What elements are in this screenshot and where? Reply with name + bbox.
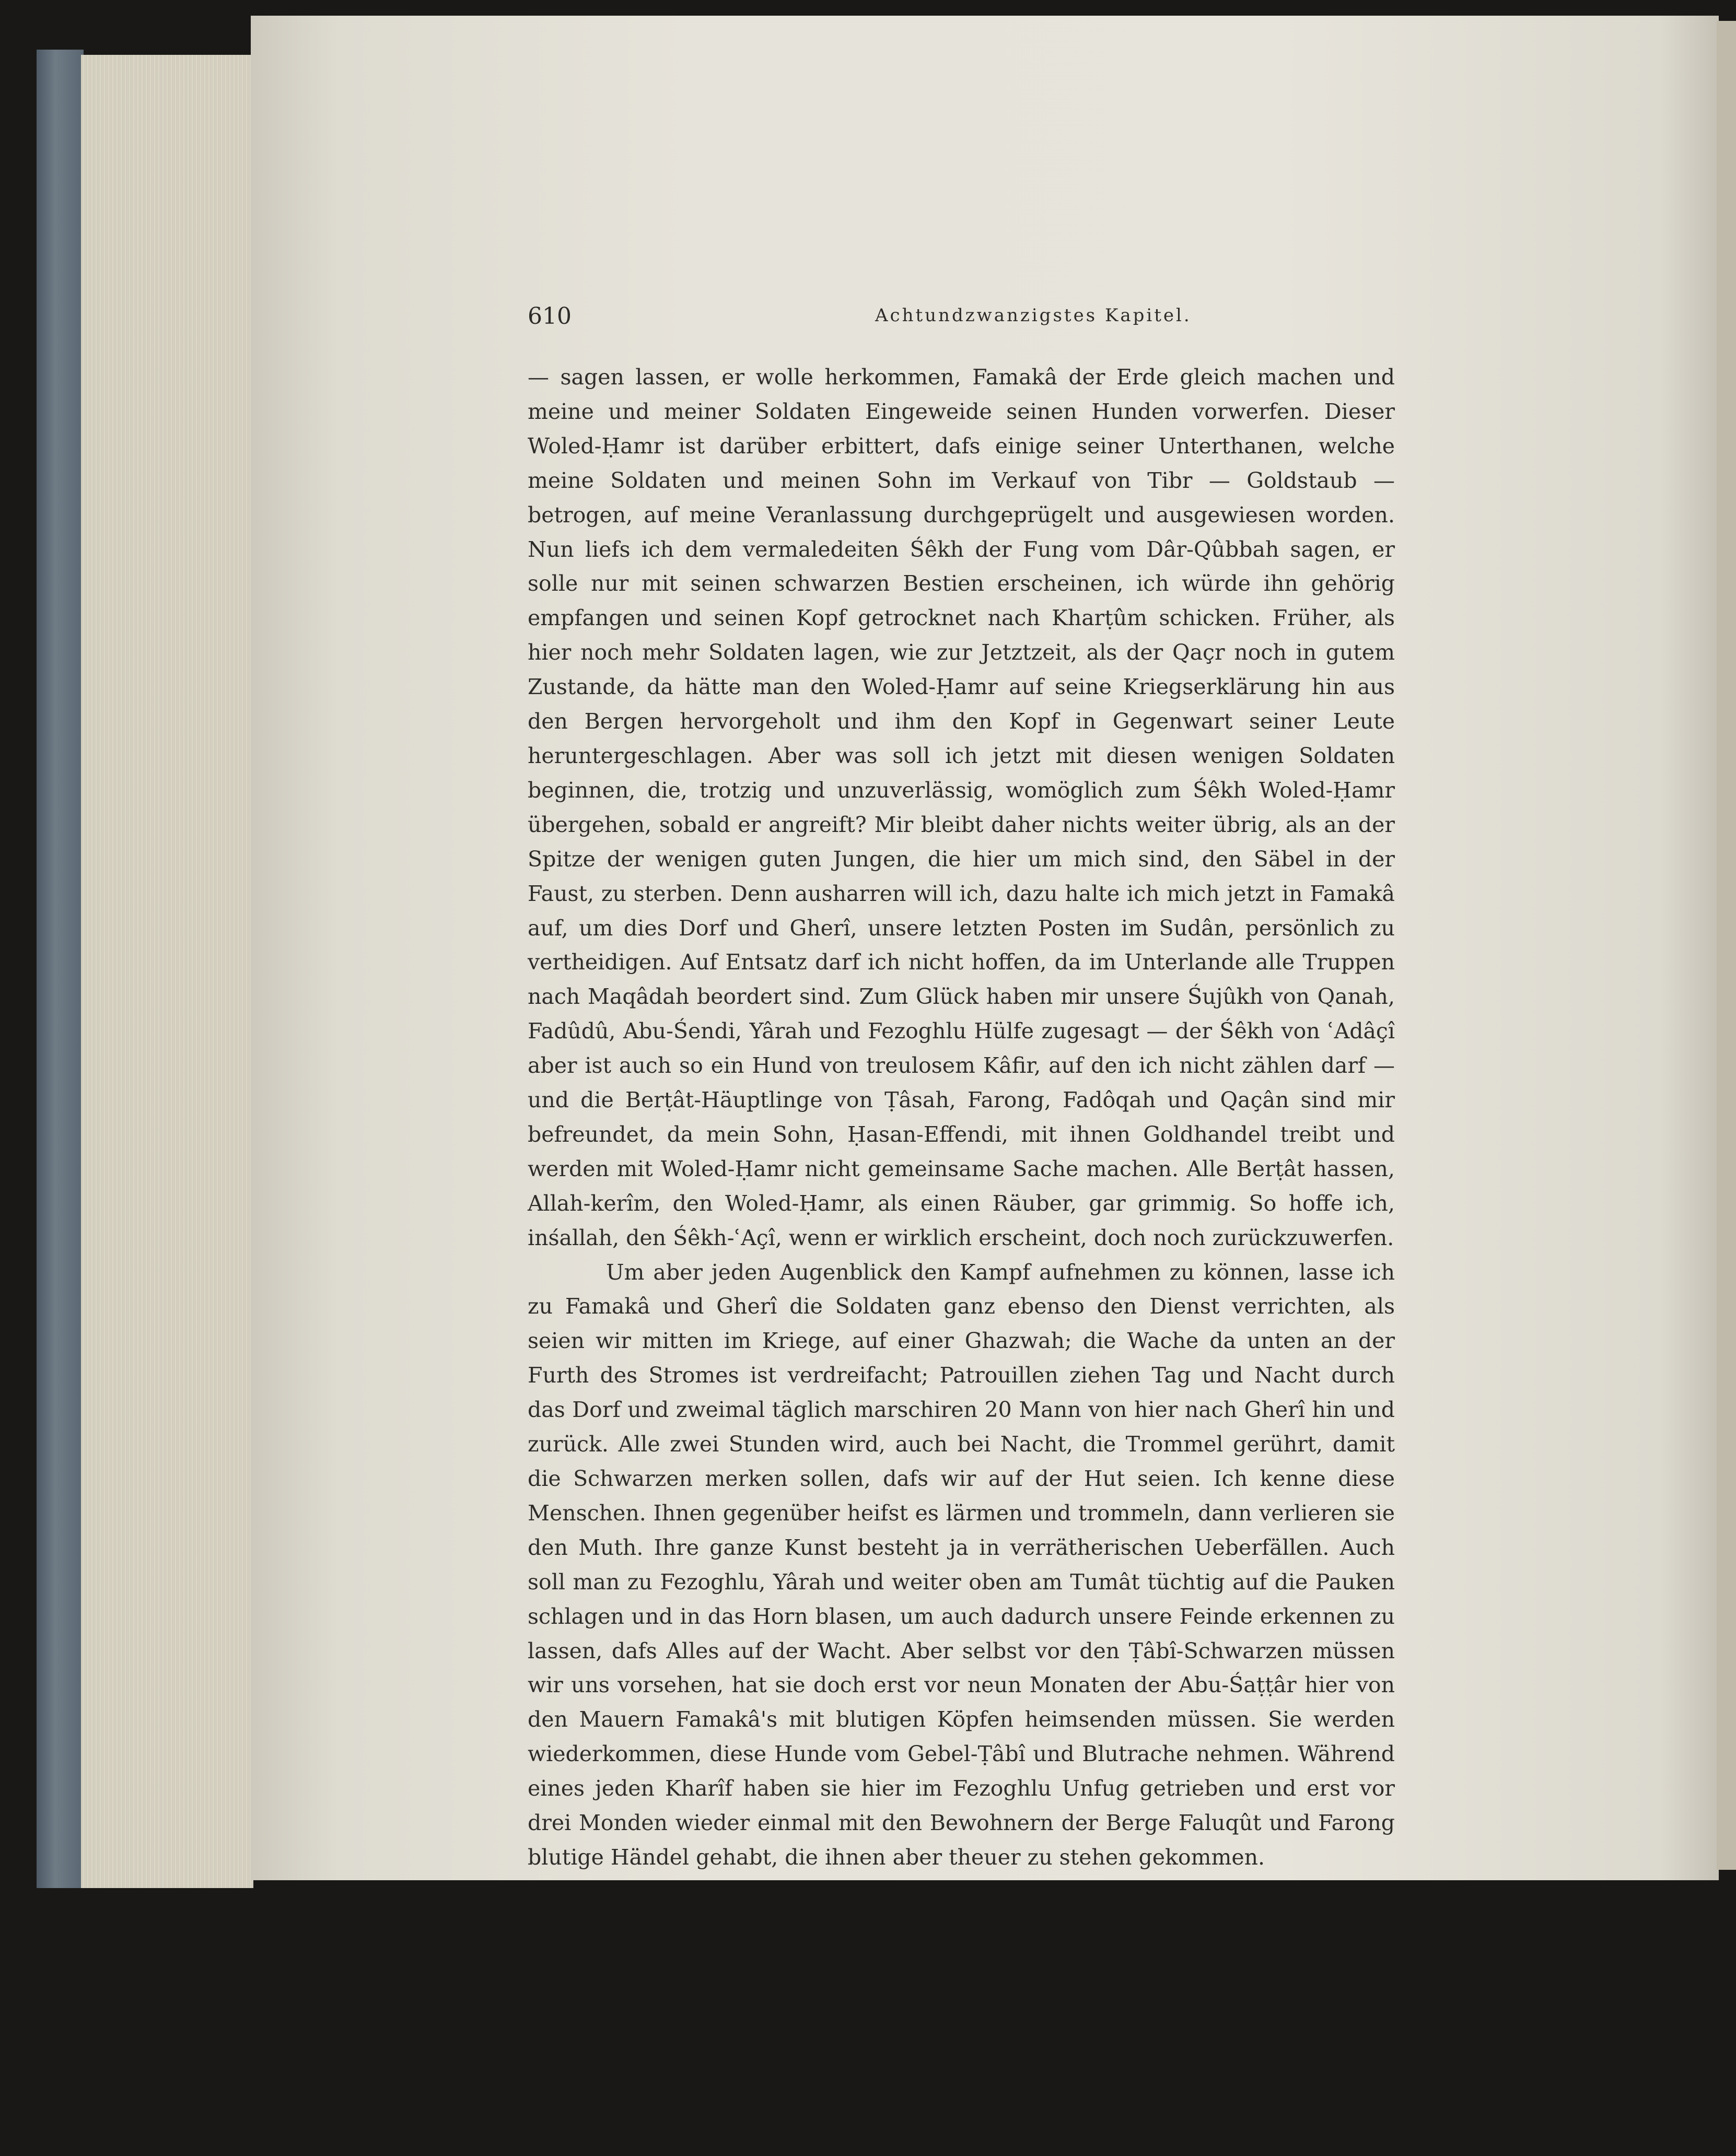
body-text (528, 360, 1395, 1875)
paragraph-1: — sagen lassen, er wolle herkommen, Famakâ der Erde gleich machen und meine und meiner Soldaten Eingeweide seinen Hunden vorwerfen. Dieser Woled-Ḥamr ist darüber erbittert, dafs einige seiner Unterthanen, welche meine Soldaten und meinen Sohn im Verkauf von Tibr — Goldstaub — betrogen, auf meine Veranlassung durchgeprügelt und ausgewiesen worden. Nun liefs ich dem vermaledeiten Śêkh der Fung vom Dâr-Qûbbah sagen, er solle nur mit seinen schwarzen Bestien erscheinen, ich würde ihn gehörig empfangen und seinen Kopf getrocknet nach Kharṭûm schicken. Früher, als hier noch mehr Soldaten lagen, wie zur Jetztzeit, als der Qaçr noch in gutem Zustande, da hätte man den Woled-Ḥamr auf seine Kriegserklärung hin aus den Bergen hervorgeholt und ihm den Kopf in Gegenwart seiner Leute heruntergeschlagen. Aber was soll ich jetzt mit diesen wenigen Soldaten beginnen, die, trotzig und unzuverlässig, womöglich zum Śêkh Woled-Ḥamr übergehen, sobald er angreift? Mir bleibt daher nichts weiter übrig, als an der Spitze der wenigen guten Jungen, die hier um mich sind, den Säbel in der Faust, zu sterben. Denn ausharren will ich, dazu halte ich mich jetzt in Famakâ auf, um dies Dorf und Gherî, unsere letzten Posten im Sudân, persönlich zu vertheidigen. Auf Entsatz darf ich nicht hoffen, da im Unterlande alle Truppen nach Maqâdah beordert sind. Zum Glück haben mir unsere Śujûkh von Qanah, Fadûdû, Abu-Śendi, Yârah und Fezoghlu Hülfe zugesagt — der Śêkh von ʿAdâçî aber ist auch so ein Hund von treulosem Kâfir, auf den ich nicht zählen darf — und die Berṭât-Häuptlinge von Ṭâsah, Farong, Fadôqah und Qaçân sind mir befreundet, da mein Sohn, Ḥasan-Effendi, mit ihnen Goldhandel treibt und werden mit Woled-Ḥamr nicht gemeinsame Sache machen. Alle Berṭât hassen, Allah-kerîm, den Woled-Ḥamr, als einen Räuber, gar grimmig. So hoffe ich, inśallah, den Śêkh-ʿAçî, wenn er wirklich erscheint, doch noch zurückzuwerfen. (528, 365, 1395, 1250)
book-cover-edge (37, 50, 84, 1888)
paragraph-2: Um aber jeden Augenblick den Kampf aufnehmen zu können, lasse ich zu Famakâ und Gherî die Soldaten ganz ebenso den Dienst verrichten, als seien wir mitten im Kriege, auf einer Ghazwah; die Wache da unten an der Furth des Stromes ist verdreifacht; Patrouillen ziehen Tag und Nacht durch das Dorf und zweimal täglich marschiren 20 Mann von hier nach Gherî hin und zurück. Alle zwei Stunden wird, auch bei Nacht, die Trommel gerührt, damit die Schwarzen merken sollen, dafs wir auf der Hut seien. Ich kenne diese Menschen. Ihnen gegenüber heifst es lärmen und trommeln, dann verlieren sie den Muth. Ihre ganze Kunst besteht ja in verrätherischen Ueberfällen. Auch soll man zu Fezoghlu, Yârah und weiter oben am Tumât tüchtig auf die Pauken schlagen und in das Horn blasen, um auch dadurch unsere Feinde erkennen zu lassen, dafs Alles auf der Wacht. Aber selbst vor den Ṭâbî-Schwarzen müssen wir uns vorsehen, hat sie doch erst vor neun Monaten der Abu-Śaṭṭâr hier von den Mauern Famakâ's mit blutigen Köpfen heimsenden müssen. Sie werden wiederkommen, diese Hunde vom Gebel-Ṭâbî und Blutrache nehmen. Während eines jeden Kharîf haben sie hier im Fezoghlu Unfug getrieben und erst vor drei Monden wieder einmal mit den Bewohnern der Berge Faluqût und Farong blutige Händel gehabt, die ihnen aber theuer zu stehen gekommen. (528, 1259, 1395, 1870)
page-stack-edges (81, 55, 253, 1888)
facing-page-edge (1717, 21, 1736, 1870)
page-number: 610 (528, 303, 572, 330)
page-header (528, 303, 1192, 339)
running-head: Achtundzwanzigstes Kapitel. (875, 305, 1192, 326)
